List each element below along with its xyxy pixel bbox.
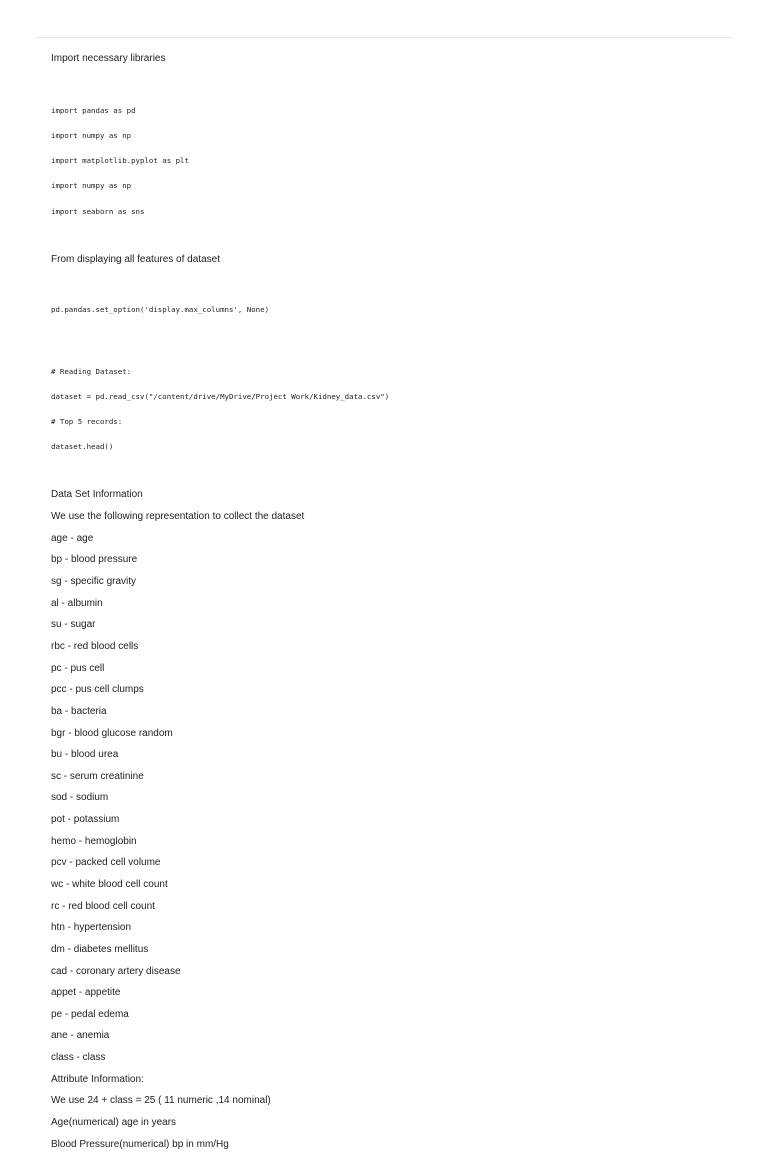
- info-line: sg - specific gravity: [51, 576, 137, 588]
- info-line: bgr - blood glucose random: [51, 727, 173, 739]
- info-line: al - albumin: [51, 597, 103, 609]
- info-line: hemo - hemoglobin: [51, 835, 137, 847]
- code-line: # Reading Dataset:: [51, 366, 132, 376]
- info-line: We use 24 + class = 25 ( 11 numeric ,14 nominal): [51, 1095, 271, 1107]
- info-line: cad - coronary artery disease: [51, 965, 181, 977]
- code-line: import seaborn as sns: [51, 206, 145, 216]
- info-line: ba - bacteria: [51, 705, 107, 717]
- info-line: rbc - red blood cells: [51, 640, 139, 652]
- code-line: import pandas as pd: [51, 105, 136, 115]
- import-heading: Import necessary libraries: [51, 53, 166, 64]
- info-line: sod - sodium: [51, 792, 109, 804]
- info-line: pot - potassium: [51, 814, 120, 826]
- read-code-cell[interactable]: [51, 351, 741, 469]
- code-line: # Top 5 records:: [51, 417, 123, 427]
- info-line: age - age: [51, 532, 94, 544]
- display-heading: From displaying all features of dataset: [51, 253, 220, 265]
- info-line: wc - white blood cell count: [51, 879, 168, 890]
- code-line: dataset.head(): [51, 442, 114, 452]
- info-line: rc - red blood cell count: [51, 900, 155, 912]
- top-divider: [36, 37, 732, 38]
- info-line: Age(numerical) age in years: [51, 1117, 177, 1129]
- info-line: pcc - pus cell clumps: [51, 684, 144, 696]
- code-line: dataset = pd.read_csv("/content/drive/MyDrive/Project Work/Kidney_data.csv"): [51, 391, 390, 401]
- info-line: class - class: [51, 1052, 106, 1064]
- code-line: import matplotlib.pyplot as plt: [51, 156, 189, 166]
- info-line: ane - anemia: [51, 1030, 110, 1042]
- code-line: import numpy as np: [51, 181, 132, 191]
- display-code-cell[interactable]: [51, 289, 741, 331]
- info-line: pc - pus cell: [51, 662, 105, 674]
- info-line: appet - appetite: [51, 987, 121, 999]
- info-line: We use the following representation to collect the dataset: [51, 511, 305, 523]
- info-line: Blood Pressure(numerical) bp in mm/Hg: [51, 1138, 229, 1150]
- info-line: pe - pedal edema: [51, 1008, 129, 1020]
- code-line: pd.pandas.set_option('display.max_columns', None): [51, 304, 270, 314]
- info-line: dm - diabetes mellitus: [51, 943, 149, 955]
- info-line: Data Set Information: [51, 489, 143, 501]
- code-line: import numpy as np: [51, 131, 132, 141]
- info-line: bp - blood pressure: [51, 554, 138, 566]
- info-line: Attribute Information:: [51, 1073, 144, 1085]
- info-line: bu - blood urea: [51, 749, 119, 761]
- info-line: sc - serum creatinine: [51, 770, 144, 782]
- import-code-cell[interactable]: [51, 90, 741, 233]
- dataset-info-section: [51, 488, 741, 1151]
- notebook-content: [51, 52, 741, 1159]
- info-line: htn - hypertension: [51, 922, 132, 934]
- info-line: pcv - packed cell volume: [51, 857, 161, 869]
- info-line: su - sugar: [51, 619, 96, 631]
